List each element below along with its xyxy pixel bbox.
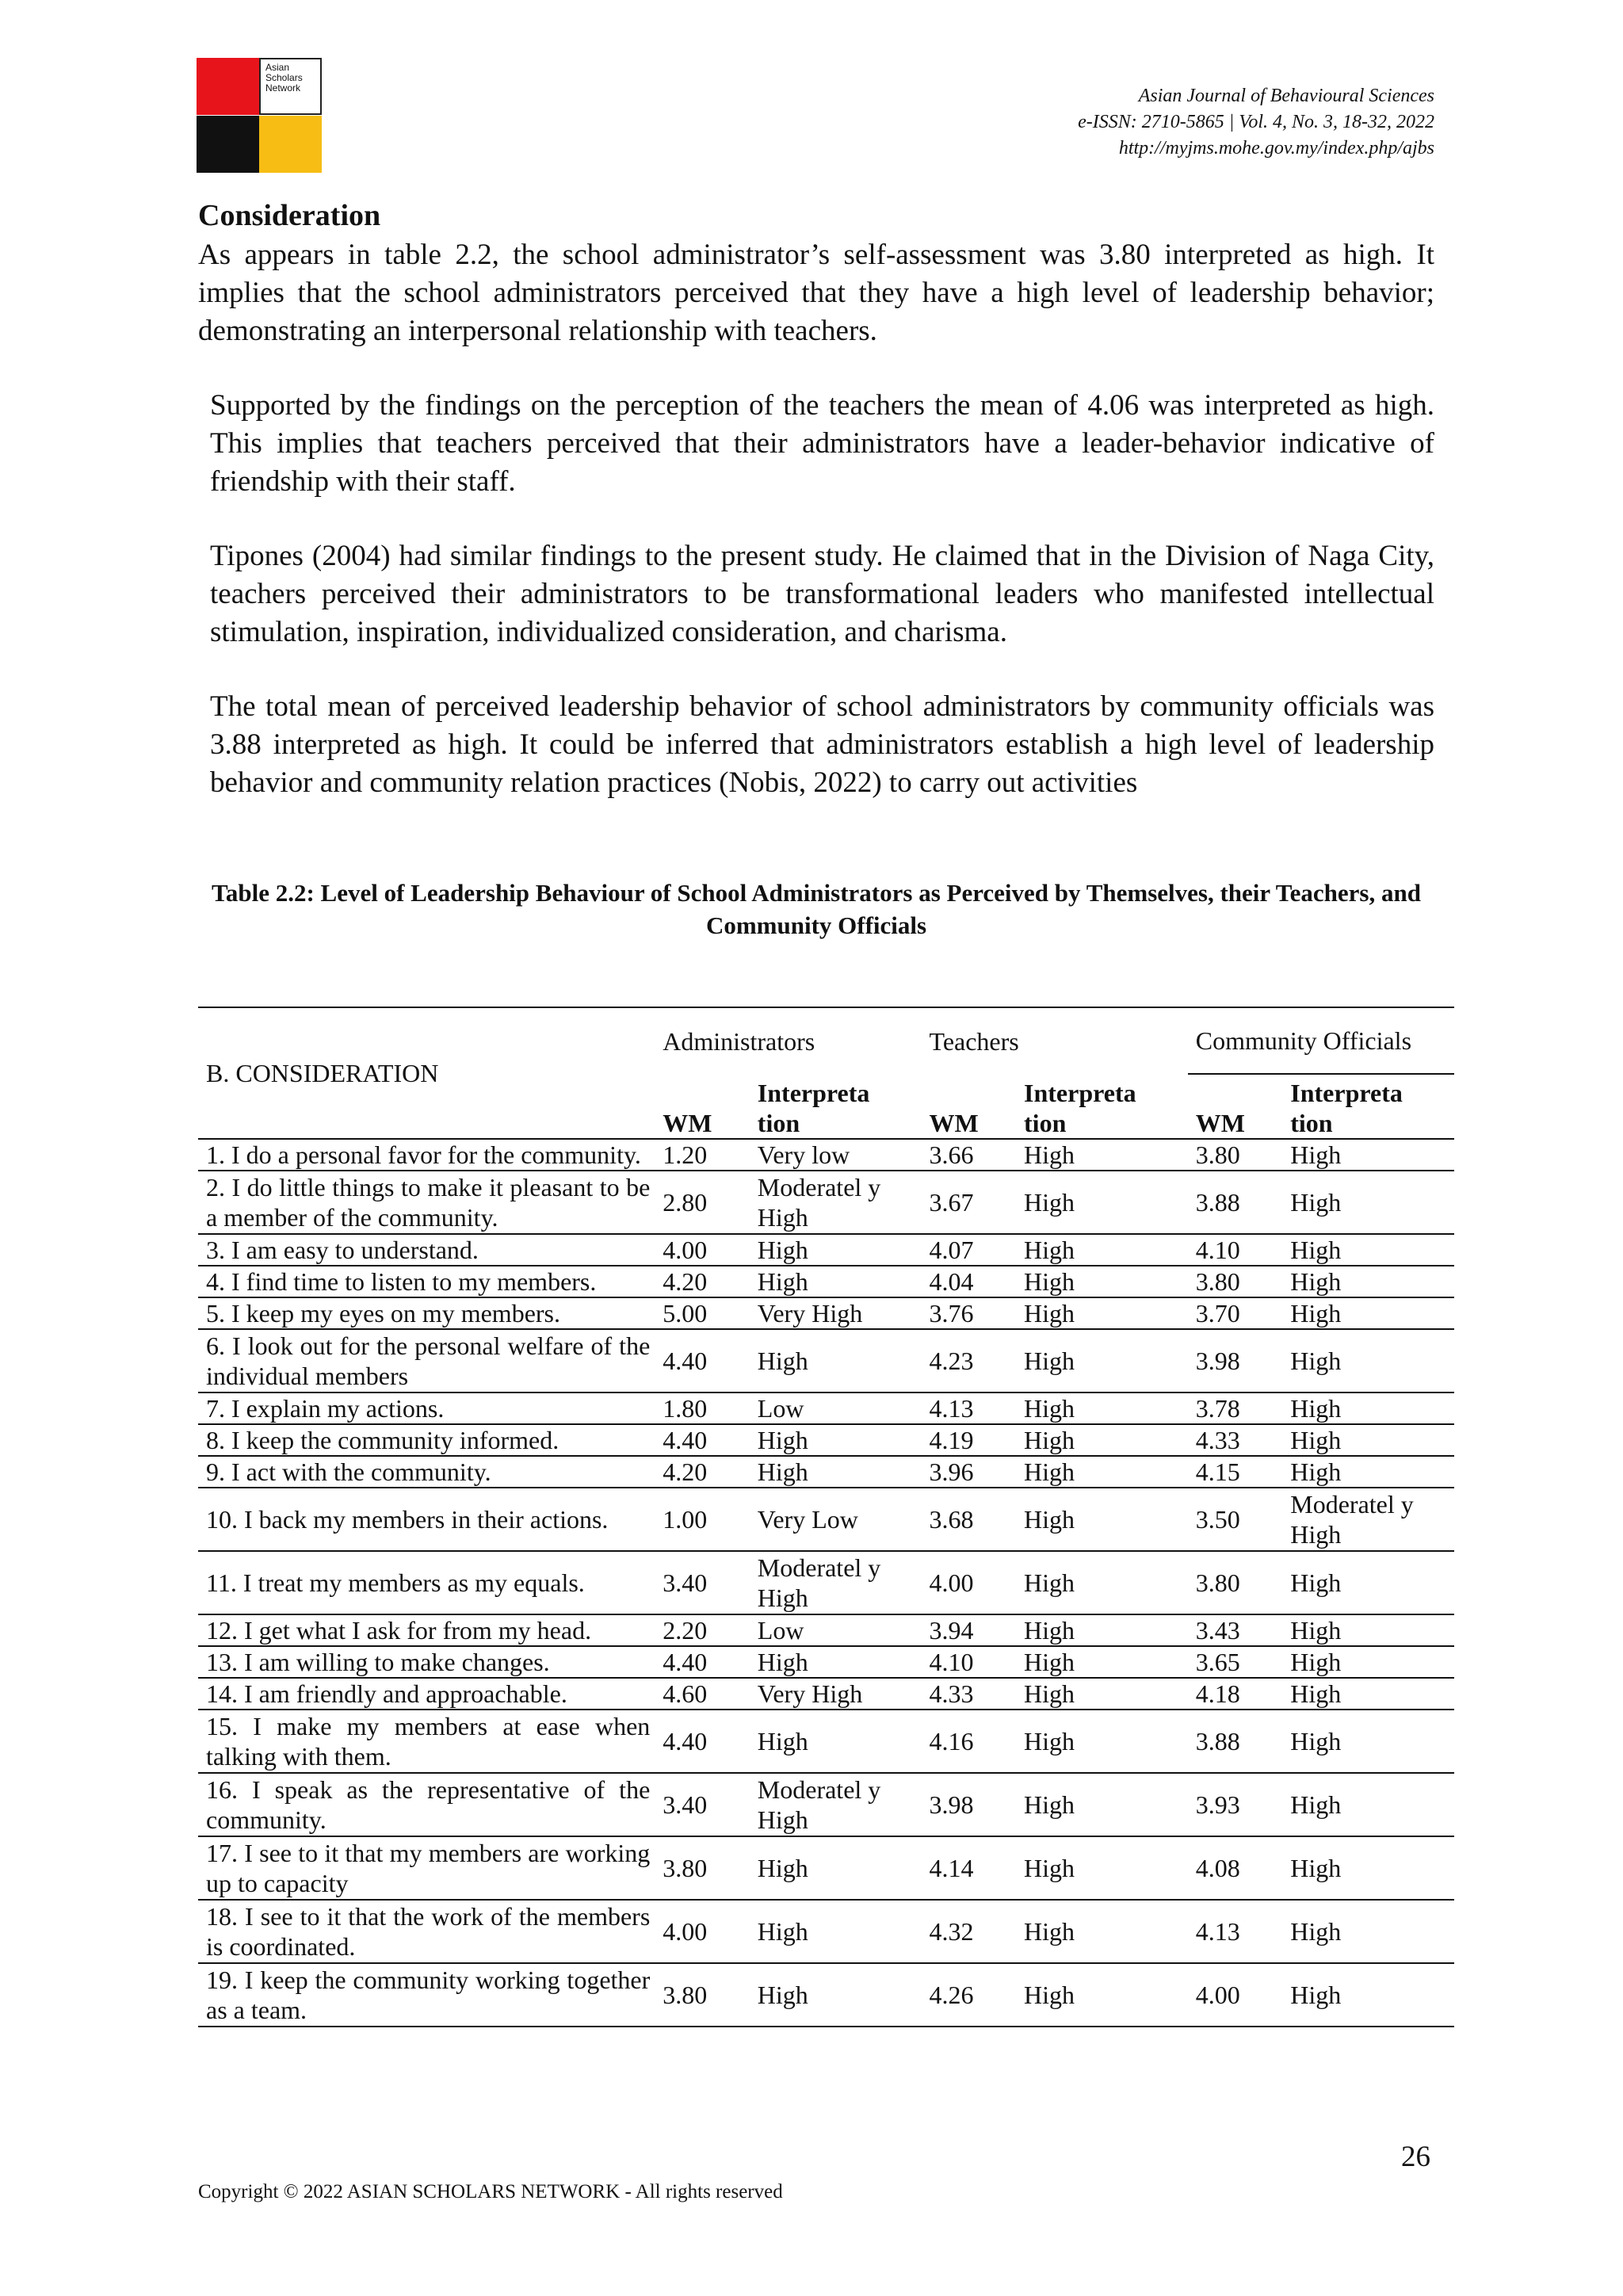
teacher-wm-cell: 3.68 [922,1488,1017,1551]
admin-wm-cell: 4.40 [655,1329,750,1392]
officials-interpretation-cell: High [1282,1900,1454,1963]
officials-wm-cell: 3.93 [1188,1773,1283,1836]
table-row [198,1678,1454,1710]
admin-interpretation-cell: Moderatel y High [750,1551,922,1614]
teacher-wm-cell: 4.26 [922,1963,1017,2027]
teacher-wm-cell: 4.14 [922,1836,1017,1900]
officials-interpretation-cell: High [1282,1392,1454,1424]
item-cell: 14. I am friendly and approachable. [198,1678,655,1710]
item-cell: 18. I see to it that the work of the members is coordinated. [198,1900,655,1963]
admin-wm-cell: 4.20 [655,1266,750,1297]
admin-interpretation-cell: High [750,1710,922,1773]
teacher-wm-cell: 4.32 [922,1900,1017,1963]
teacher-wm-cell: 4.07 [922,1234,1017,1266]
item-cell: 11. I treat my members as my equals. [198,1551,655,1614]
table-row [198,1171,1454,1234]
officials-interpretation-cell: High [1282,1297,1454,1329]
admin-interpretation-cell: High [750,1646,922,1678]
teacher-interpretation-cell: High [1016,1456,1188,1488]
admin-interpretation-cell: High [750,1456,922,1488]
item-cell: 4. I find time to listen to my members. [198,1266,655,1297]
table-row [198,1424,1454,1456]
item-cell: 12. I get what I ask for from my head. [198,1614,655,1646]
teacher-interpretation-cell: High [1016,1234,1188,1266]
officials-wm-cell: 3.65 [1188,1646,1283,1678]
wm-header: WM [922,1074,1017,1139]
admin-interpretation-cell: Very Low [750,1488,922,1551]
interpretation-header: Interpreta tion [750,1074,922,1139]
table-row [198,1836,1454,1900]
paragraph-1: As appears in table 2.2, the school administrator’s self-assessment was 3.80 interpreted as high. It implies that the school administrators perceived that they have a high level of leadership behavior; demonstrating an interpersonal relationship with teachers. [198,239,1434,347]
admin-wm-cell: 2.80 [655,1171,750,1234]
logo-black-square [197,116,259,173]
officials-wm-cell: 4.10 [1188,1234,1283,1266]
officials-wm-cell: 3.43 [1188,1614,1283,1646]
table-row [198,1773,1454,1836]
officials-interpretation-cell: Moderatel y High [1282,1488,1454,1551]
officials-wm-cell: 3.50 [1188,1488,1283,1551]
teacher-interpretation-cell: High [1016,1297,1188,1329]
item-cell: 5. I keep my eyes on my members. [198,1297,655,1329]
item-cell: 7. I explain my actions. [198,1392,655,1424]
table-row [198,1139,1454,1171]
item-cell: 3. I am easy to understand. [198,1234,655,1266]
officials-wm-cell: 3.88 [1188,1171,1283,1234]
officials-interpretation-cell: High [1282,1329,1454,1392]
teacher-interpretation-cell: High [1016,1329,1188,1392]
logo-red-square [197,58,259,115]
admin-interpretation-cell: High [750,1234,922,1266]
journal-name: Asian Journal of Behavioural Sciences [1138,86,1434,106]
group-administrators: Administrators [655,1007,921,1074]
admin-interpretation-cell: High [750,1836,922,1900]
teacher-interpretation-cell: High [1016,1139,1188,1171]
officials-interpretation-cell: High [1282,1171,1454,1234]
teacher-wm-cell: 3.66 [922,1139,1017,1171]
teacher-wm-cell: 4.23 [922,1329,1017,1392]
teacher-interpretation-cell: High [1016,1424,1188,1456]
teacher-wm-cell: 4.19 [922,1424,1017,1456]
teacher-wm-cell: 3.98 [922,1773,1017,1836]
admin-wm-cell: 1.80 [655,1392,750,1424]
officials-wm-cell: 3.78 [1188,1392,1283,1424]
table-row [198,1488,1454,1551]
item-cell: 6. I look out for the personal welfare of the individual members [198,1329,655,1392]
teacher-interpretation-cell: High [1016,1836,1188,1900]
table-row [198,1614,1454,1646]
logo-text-square [259,58,322,115]
officials-interpretation-cell: High [1282,1234,1454,1266]
officials-wm-cell: 4.18 [1188,1678,1283,1710]
officials-interpretation-cell: High [1282,1646,1454,1678]
item-cell: 16. I speak as the representative of the community. [198,1773,655,1836]
teacher-interpretation-cell: High [1016,1900,1188,1963]
officials-wm-cell: 3.70 [1188,1297,1283,1329]
officials-wm-cell: 4.33 [1188,1424,1283,1456]
page-number: 26 [1401,2141,1430,2173]
table-row [198,1456,1454,1488]
item-cell: 17. I see to it that my members are working up to capacity [198,1836,655,1900]
table-body [198,1139,1454,2027]
item-cell: 2. I do little things to make it pleasant to be a member of the community. [198,1171,655,1234]
admin-interpretation-cell: Moderatel y High [750,1773,922,1836]
item-cell: 15. I make my members at ease when talking with them. [198,1710,655,1773]
item-cell: 10. I back my members in their actions. [198,1488,655,1551]
teacher-wm-cell: 3.67 [922,1171,1017,1234]
table-row [198,1392,1454,1424]
section-heading: Consideration [198,199,381,232]
officials-interpretation-cell: High [1282,1551,1454,1614]
teacher-interpretation-cell: High [1016,1773,1188,1836]
admin-wm-cell: 3.80 [655,1836,750,1900]
admin-wm-cell: 4.00 [655,1234,750,1266]
teacher-wm-cell: 3.94 [922,1614,1017,1646]
teacher-interpretation-cell: High [1016,1678,1188,1710]
admin-wm-cell: 2.20 [655,1614,750,1646]
teacher-interpretation-cell: High [1016,1488,1188,1551]
journal-issn: e-ISSN: 2710-5865 | Vol. 4, No. 3, 18-32, 2022 [1078,112,1434,132]
admin-wm-cell: 4.40 [655,1710,750,1773]
paragraph-3: Tipones (2004) had similar findings to the present study. He claimed that in the Division of Naga City, teachers perceived their administrators to be transformational leaders who manifested intellectual stimulation, inspiration, individualized consideration, and charisma. [210,540,1434,648]
officials-interpretation-cell: High [1282,1836,1454,1900]
teacher-interpretation-cell: High [1016,1392,1188,1424]
leadership-table [198,1007,1454,2027]
officials-interpretation-cell: High [1282,1424,1454,1456]
journal-url[interactable]: http://myjms.mohe.gov.my/index.php/ajbs [1118,138,1434,159]
table-caption: Table 2.2: Level of Leadership Behaviour of School Administrators as Perceived by Themselves, their Teachers, and Community Officials [212,879,1421,939]
item-cell: 9. I act with the community. [198,1456,655,1488]
officials-interpretation-cell: High [1282,1963,1454,2027]
item-cell: 8. I keep the community informed. [198,1424,655,1456]
officials-wm-cell: 3.98 [1188,1329,1283,1392]
publisher-logo [197,58,322,173]
logo-text: Asian Scholars Network [265,62,303,94]
admin-interpretation-cell: Very High [750,1297,922,1329]
table-row [198,1234,1454,1266]
table-row [198,1710,1454,1773]
officials-interpretation-cell: High [1282,1614,1454,1646]
teacher-wm-cell: 3.76 [922,1297,1017,1329]
item-cell: 1. I do a personal favor for the community. [198,1139,655,1171]
section-label: B. CONSIDERATION [198,1007,655,1139]
table-row [198,1266,1454,1297]
teacher-wm-cell: 4.33 [922,1678,1017,1710]
officials-interpretation-cell: High [1282,1773,1454,1836]
admin-wm-cell: 3.40 [655,1551,750,1614]
admin-interpretation-cell: High [750,1963,922,2027]
officials-interpretation-cell: High [1282,1266,1454,1297]
admin-interpretation-cell: Low [750,1392,922,1424]
admin-interpretation-cell: Low [750,1614,922,1646]
admin-wm-cell: 4.40 [655,1424,750,1456]
journal-info [1078,83,1434,162]
admin-interpretation-cell: High [750,1329,922,1392]
wm-header: WM [655,1074,750,1139]
teacher-interpretation-cell: High [1016,1171,1188,1234]
interpretation-header: Interpreta tion [1282,1074,1454,1139]
teacher-wm-cell: 4.10 [922,1646,1017,1678]
interpretation-header: Interpreta tion [1016,1074,1188,1139]
admin-interpretation-cell: Very low [750,1139,922,1171]
officials-wm-cell: 3.80 [1188,1266,1283,1297]
table-row [198,1646,1454,1678]
admin-wm-cell: 3.80 [655,1963,750,2027]
teacher-wm-cell: 4.04 [922,1266,1017,1297]
admin-interpretation-cell: Very High [750,1678,922,1710]
officials-interpretation-cell: High [1282,1139,1454,1171]
officials-wm-cell: 4.15 [1188,1456,1283,1488]
admin-interpretation-cell: High [750,1266,922,1297]
officials-interpretation-cell: High [1282,1710,1454,1773]
officials-wm-cell: 4.08 [1188,1836,1283,1900]
teacher-wm-cell: 4.13 [922,1392,1017,1424]
officials-wm-cell: 3.80 [1188,1139,1283,1171]
admin-interpretation-cell: Moderatel y High [750,1171,922,1234]
table-row [198,1297,1454,1329]
teacher-interpretation-cell: High [1016,1710,1188,1773]
officials-interpretation-cell: High [1282,1678,1454,1710]
teacher-interpretation-cell: High [1016,1646,1188,1678]
teacher-interpretation-cell: High [1016,1266,1188,1297]
logo-yellow-square [259,116,322,173]
teacher-interpretation-cell: High [1016,1614,1188,1646]
admin-interpretation-cell: High [750,1900,922,1963]
officials-wm-cell: 4.13 [1188,1900,1283,1963]
admin-wm-cell: 3.40 [655,1773,750,1836]
teacher-wm-cell: 4.16 [922,1710,1017,1773]
admin-wm-cell: 4.60 [655,1678,750,1710]
table-row [198,1551,1454,1614]
copyright-notice: Copyright © 2022 ASIAN SCHOLARS NETWORK - All rights reserved [198,2181,783,2202]
teacher-wm-cell: 4.00 [922,1551,1017,1614]
group-teachers: Teachers [922,1007,1188,1074]
teacher-wm-cell: 3.96 [922,1456,1017,1488]
officials-wm-cell: 3.80 [1188,1551,1283,1614]
admin-wm-cell: 5.00 [655,1297,750,1329]
admin-wm-cell: 4.40 [655,1646,750,1678]
paragraph-2: Supported by the findings on the perception of the teachers the mean of 4.06 was interpreted as high. This implies that teachers perceived that their administrators have a leader-behavior indicative of friendship with their staff. [210,389,1434,498]
admin-wm-cell: 1.00 [655,1488,750,1551]
table-row [198,1900,1454,1963]
admin-interpretation-cell: High [750,1424,922,1456]
officials-wm-cell: 3.88 [1188,1710,1283,1773]
item-cell: 19. I keep the community working together as a team. [198,1963,655,2027]
table-row [198,1329,1454,1392]
paragraph-4: The total mean of perceived leadership behavior of school administrators by community officials was 3.88 interpreted as high. It could be inferred that administrators establish a high level of leadership behavior and community relation practices (Nobis, 2022) to carry out activities [210,690,1434,799]
admin-wm-cell: 4.00 [655,1900,750,1963]
officials-interpretation-cell: High [1282,1456,1454,1488]
admin-wm-cell: 4.20 [655,1456,750,1488]
group-community-officials: Community Officials [1188,1007,1454,1074]
wm-header: WM [1188,1074,1283,1139]
item-cell: 13. I am willing to make changes. [198,1646,655,1678]
admin-wm-cell: 1.20 [655,1139,750,1171]
officials-wm-cell: 4.00 [1188,1963,1283,2027]
teacher-interpretation-cell: High [1016,1963,1188,2027]
table-row [198,1963,1454,2027]
teacher-interpretation-cell: High [1016,1551,1188,1614]
